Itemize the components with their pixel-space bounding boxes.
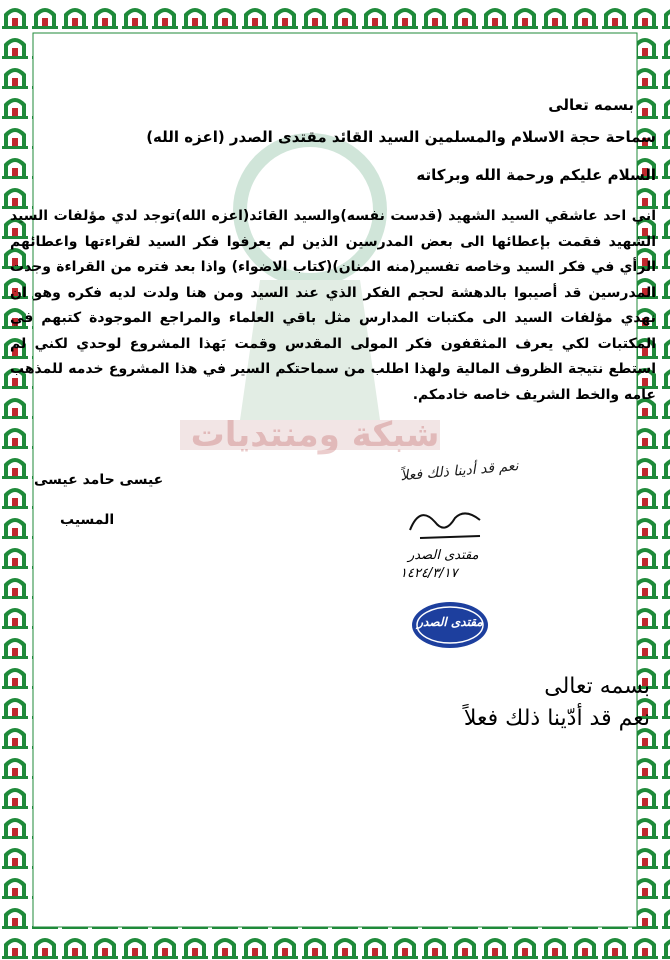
addressee-line: سماحة حجة الاسلام والمسلمين السيد القائد مقتدى الصدر (اعزه الله) <box>146 128 656 146</box>
typed-reply-text: نعم قد أدّينا ذلك فعلاً <box>463 706 650 731</box>
handwritten-date: ١٤٢٤/٣/١٧ <box>400 566 458 581</box>
sender-name: عيسى حامد عيسى <box>34 472 164 488</box>
salutation-heading: بسمه تعالى <box>548 96 634 114</box>
handwritten-reply: نعم قد أدينا ذلك فعلاً <box>399 458 520 485</box>
typed-reply-heading: بسمه تعالى <box>544 674 650 699</box>
signature-scribble <box>400 500 490 550</box>
stamp-text: مقتدى الصدر <box>417 615 483 629</box>
sender-place: المسيب <box>60 512 115 528</box>
handwritten-signature-name: مقتدى الصدر <box>408 548 479 563</box>
watermark-text: شبكة ومنتديات <box>190 415 440 455</box>
greeting-line: السلام عليكم ورحمة الله وبركاته <box>416 166 656 184</box>
letter-body: اني احد عاشقي السيد الشهيد (قدست نفسه)والسيد القائد(اعزه الله)توجد لدي مؤلفات السيد الشهيد فقمت بإعطائها الى بعض المدرسين الذين لم يعرفوا فكر السيد لقراءتها واعطائهم الرأي في فكر السيد وخاصه تفسير(منه المنان)(كتاب الاضواء) واذا بعد فتره من القراءة وجدت المدرسين قد أصيبوا بالدهشة لحجم الفكر الذي عند السيد ومن هنا ولدت لديه فكره وهو ان نهدي مؤلفات السيد الى مكتبات المدارس مثل باقي العلماء والمراجع الموجودة كتبهم في المكتبات لكي يعرف المثقفون فكر المولى المقدس وقمت بَهذا المشروع لوحدي لكني لم استطع نتيجة الظروف المالية ولهذا اطلب من سماحتكم السير في هذا المشروع خدمه للمذهب عامه والخط الشريف خاصه خادمكم. <box>10 208 656 403</box>
